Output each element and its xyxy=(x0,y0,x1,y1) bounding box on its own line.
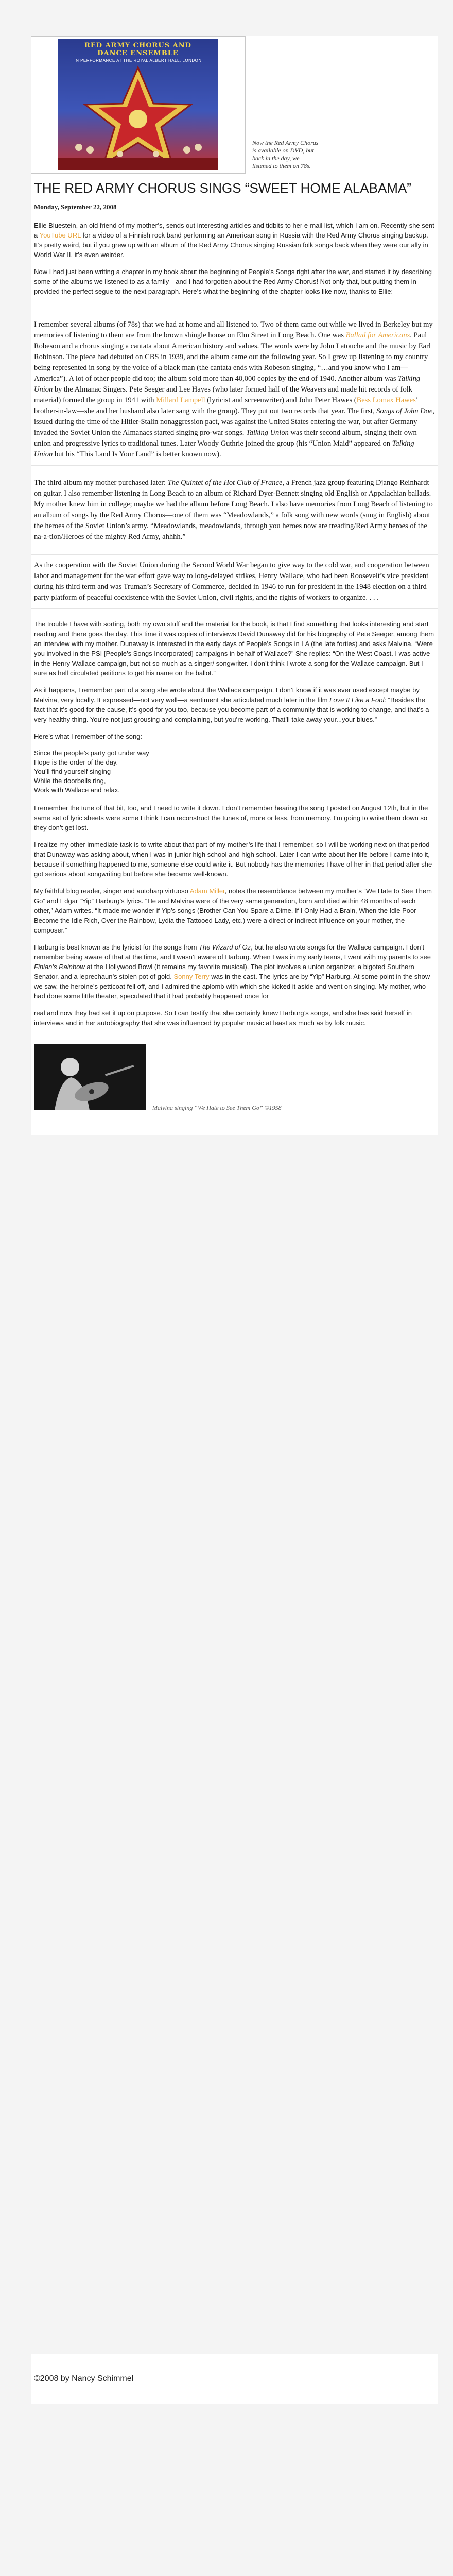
malvina-photo xyxy=(34,1044,146,1110)
photo-section xyxy=(31,1042,438,1114)
book-excerpt-1 xyxy=(31,314,438,466)
sonny-terry-link[interactable]: Sonny Terry xyxy=(173,973,210,980)
intro-section xyxy=(31,216,438,308)
blog-page xyxy=(31,36,438,1135)
body-paragraph-4: I remember the tune of that bit, too, and I need to write it down. I don’t remember hearing the song I posted on August 12th, but in the same set of lyric sheets were some I think I can reconstruct the tunes of, more or less, from memory. I’m going to write them down so they don’t get lost. xyxy=(34,804,428,832)
post-body xyxy=(31,615,438,1039)
text-run: was their second album, singing their own union and progressive lyrics to traditional tunes. Later Woody Guthrie joined the group (his “Union Maid” appeared on xyxy=(34,429,417,448)
album-subtitle: IN PERFORMANCE AT THE ROYAL ALBERT HALL, LONDON xyxy=(74,58,202,63)
text-run: The third album my mother purchased later: xyxy=(34,479,168,487)
album-title-line1: RED ARMY CHORUS AND xyxy=(84,42,191,49)
text-run: , issued during the time of the Hitler-Stalin nonaggression pact, was against the United States entering the war, but after Germany invaded the Soviet Union the Almanacs started singing pro-war songs. xyxy=(34,407,434,437)
text-run: at the Hollywood Bowl (it remains my favorite musical). The plot involves a union organizer, a bigoted Southern Senator, and a leprechaun’s stolen pot of gold. xyxy=(34,963,414,980)
red-star-icon xyxy=(58,62,218,170)
text-run: Ellie Bluestein, an old friend of my mother’s, sends out interesting articles and tidbits to her e-mail list, which I am on. Recently she sent a xyxy=(34,222,434,239)
adam-miller-link[interactable]: Adam Miller xyxy=(189,887,225,895)
lyric-line: Since the people’s party got under way xyxy=(34,749,149,757)
text-run: by the Almanac Singers. Pete Seeger and Lee Hayes (who later formed half of the Weavers and made hit records of folk material) formed the group in 1941 with xyxy=(34,385,412,404)
lyric-line: You’ll find yourself singing xyxy=(34,768,111,775)
text-run: for a video of a Finnish rock band performing an American song in Russia with the Red Army Chorus singing backup. It’s pretty weird, but if you grew up with an album of the Red Army Chorus singing Russian folk songs back when they were our ally in World War II, it’s even weirder. xyxy=(34,231,428,259)
page-footer xyxy=(31,2354,438,2404)
musical-title: Finian’s Rainbow xyxy=(34,963,85,971)
text-run: As it happens, I remember part of a song she wrote about the Wallace campaign. I don’t know if it was ever used except maybe by Malvina, very locally. It expressed—not very well—a sentiment she articulated much later in the film xyxy=(34,686,420,704)
album-name: Talking Union xyxy=(34,439,414,459)
lyric-line: While the doorbells ring, xyxy=(34,777,106,785)
album-name: Songs of John Doe xyxy=(376,407,433,415)
song-lyrics xyxy=(34,749,434,795)
body-paragraph-2 xyxy=(34,685,434,724)
text-run: As the cooperation with the Soviet Union during the Second World War began to give way to the cold war, and cooperation between labor and management for the war effort gave way to long-delayed strikes, Henry Wallace, who had been Roosevelt’s vice president during his third term and was Truman’s Secretary of Commerce, decided in 1946 to run for president in the 1948 election on a third party platform of peaceful coexistence with the Soviet Union, civil rights, and the rights of workers to organize. . . . xyxy=(34,561,429,602)
album-art xyxy=(58,39,218,170)
intro-paragraph-1 xyxy=(34,221,434,260)
intro-paragraph-2: Now I had just been writing a chapter in my book about the beginning of People’s Songs right after the war, and started it by describing some of the albums we listened to as a family—and I had forgotten about the Red Army Chorus! Not only that, but putting them in provided the perfect segue to the next paragraph. Here’s what the beginning of the chapter looks like now, thanks to Ellie: xyxy=(34,268,432,295)
body-paragraph-3: Here’s what I remember of the song: xyxy=(34,733,143,740)
performer-photo-image xyxy=(34,1044,146,1110)
album-caption: Now the Red Army Chorus is available on DVD, but back in the day, we listened to them on 78s. xyxy=(252,139,319,170)
youtube-url-link[interactable]: YouTube URL xyxy=(39,231,81,239)
ballad-for-americans-link[interactable]: Ballad for Americans xyxy=(345,331,410,340)
text-run: , notes the resemblance between my mother’s “We Hate to See Them Go” and Edgar “Yip” Harburg’s lyrics. “He and Malvina were of the very same generation, born and died within 48 months of each other,” Adam writes. “It made me wonder if Yip’s songs (Brother Can You Spare a Dime, If I Only Had a Brain, When the Idle Poor Become the Idle Rich, Over the Rainbow, Lydia the Tattooed Lady, etc.) were a direct or indirect influence on your mother, the composer.” xyxy=(34,887,432,934)
album-title xyxy=(58,42,218,57)
text-run: (lyricist and screenwriter) and John Peter Hawes ( xyxy=(205,396,357,404)
text-run: I remember several albums (of 78s) that we had at home and all listened to. Two of them came out while we lived in Berkeley but my memories of listening to them are from the brown shingle house on Elm Street in Long Beach. One was xyxy=(34,320,433,340)
film-title: Love It Like a Fool xyxy=(329,696,385,704)
text-run: , but he also wrote songs for the Wallace campaign. I don’t remember being aware of that at the time, and I wasn’t aware of Harburg. When I was in my early teens, I went with my parents to see xyxy=(34,943,431,961)
text-run: ' brother-in-law—she and her husband also later sang with the group). They put out two records that year. The first, xyxy=(34,396,417,415)
lyric-line: Work with Wallace and relax. xyxy=(34,786,120,794)
album-name: Talking Union xyxy=(34,375,421,394)
album-title-line2: DANCE ENSEMBLE xyxy=(97,49,179,57)
body-paragraph-1: The trouble I have with sorting, both my own stuff and the material for the book, is that I find something that looks interesting and start reading and there goes the day. This time it was copies of interviews David Dunaway did for his biography of Pete Seeger, among them an interview with my mother. Dunaway is interested in the early days of People’s Songs in LA (the late forties) and asks Malvina, “Were you involved in the PSI [People’s Songs Incorporated] campaigns in behalf of Wallace?” She replies: “On the West Coast. I was active in the Henry Wallace campaign, but not so much as a singer/ songwriter. I don’t think I wrote a song for the Wallace campaign. But I sure as hell circulated petitions to get his name on the ballot.” xyxy=(34,620,434,677)
text-run: My faithful blog reader, singer and autoharp virtuoso xyxy=(34,887,190,895)
header-image-area xyxy=(31,36,438,175)
millard-lampell-link[interactable]: Millard Lampell xyxy=(156,396,205,404)
body-paragraph-6 xyxy=(34,886,434,935)
book-excerpt-3 xyxy=(31,554,438,609)
album-cover-image xyxy=(31,36,246,174)
body-paragraph-8: real and now they had set it up on purpose. So I can testify that she certainly knew Harburg’s songs, and she has said herself in interviews and in her autobiography that she was influenced by popular music at least as much as by folk music. xyxy=(34,1009,412,1027)
body-paragraph-5: I realize my other immediate task is to write about that part of my mother’s life that I remember, so I will be working next on that period that Dunaway was asking about, when I was in junior high school and high school. Later I can write about her life before I came into it, because if something happened to me, someone else could write it. But nobody has the memories I have of her in that period after she got serious about songwriting but before she became well-known. xyxy=(34,841,432,878)
book-excerpt-2 xyxy=(31,472,438,548)
post-date: Monday, September 22, 2008 xyxy=(34,203,117,211)
album-name: Talking Union xyxy=(246,429,289,437)
album-name: The Quintet of the Hot Club of France xyxy=(167,479,283,487)
copyright-text: ©2008 by Nancy Schimmel xyxy=(34,2374,134,2383)
text-run: , a French jazz group featuring Django Reinhardt on guitar. I also remember listening in Long Beach to an album of Richard Dyer-Bennett singing old English or Appalachian ballads. My mother knew him in college; maybe we had the album before Long Beach. I also have memories from Long Beach of listening to an album of songs by the Red Army Chorus—one of them was “Meadowlands,” a folk song with new words (sung in English) about the heroes of the Soviet Union’s army. “Meadowlands, meadowlands, through you heroes now are treading/Red Army heroes of the na-a-tion/Heroes of the mighty Red Army, ahhhh.” xyxy=(34,479,433,541)
lyric-line: Hope is the order of the day. xyxy=(34,758,118,766)
text-run: : “Besides the fact that it’s good for the cause, it’s good for you too, because you become part of a community that is working to change, and that’s a very healthy thing. You’re not just grousing and complaining, but you’re working. That’ll take away your...your blues.” xyxy=(34,696,429,723)
bess-lomax-hawes-link[interactable]: Bess Lomax Hawes xyxy=(356,396,416,404)
text-run: was in the cast. The lyrics are by “Yip” Harburg. At some point in the show we saw, the heroine’s petticoat fell off, and I admired the aplomb with which she kicked it aside and went on singing. My mother, who had done some little theater, speculated that it had probably happened once for xyxy=(34,973,430,1000)
text-run: . Paul Robeson and a chorus singing a cantata about American history and values. The words were by John Latouche and the music by Earl Robinson. The piece had debuted on CBS in 1939, and the album came out the following year. So I grew up listening to my country being represented in song by the voice of a black man (the cantata ends with Robeson singing, “…and you know who I am—America”). A lot of other people did too; the album sold more than 40,000 copies by the end of 1940. Another album was xyxy=(34,331,431,383)
photo-caption: Malvina singing “We Hate to See Them Go” ©1958 xyxy=(152,1104,282,1111)
film-title: The Wizard of Oz xyxy=(199,943,251,951)
text-run: Harburg is best known as the lyricist for the songs from xyxy=(34,943,199,951)
body-paragraph-7 xyxy=(34,942,434,1001)
text-run: but his “This Land Is Your Land” is better known now). xyxy=(53,450,221,459)
post-title: THE RED ARMY CHORUS SINGS “SWEET HOME ALABAMA” xyxy=(34,180,411,196)
